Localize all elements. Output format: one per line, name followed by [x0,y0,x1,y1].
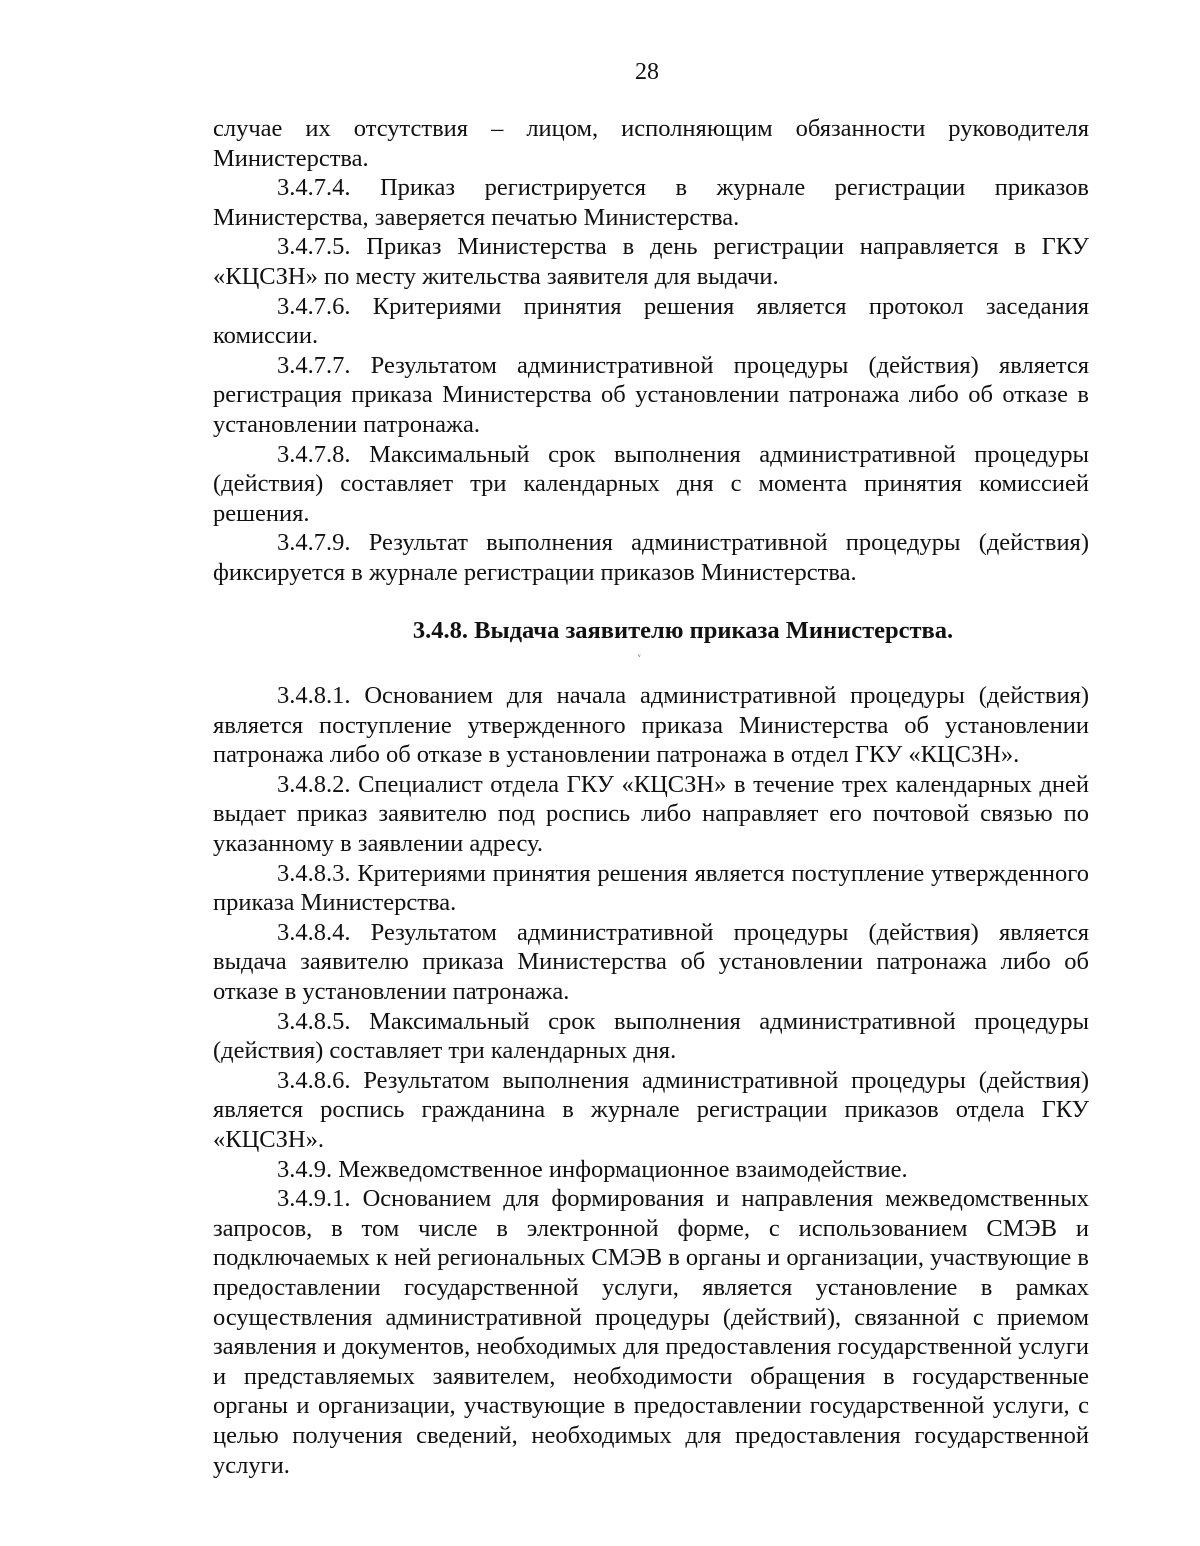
paragraph-3-4-7-5: 3.4.7.5. Приказ Министерства в день регистрации направляется в ГКУ «КЦСЗН» по месту жительства заявителя для выдачи. [213,233,1089,290]
paragraph-3-4-9-1: 3.4.9.1. Основанием для формирования и направления межведомственных запросов, в том числе в электронной форме, с использованием СМЭВ и подключаемых к ней региональных СМЭВ в органы и организации, участвующие в предоставлении государственной услуги, является установление в рамках осуществления административной процедуры (действий), связанной с приемом заявления и документов, необходимых для предоставления государственной услуги и представляемых заявителем, необходимости обращения в государственные органы и организации, участвующие в предоставлении государственной услуги, с целью получения сведений, необходимых для предоставления государственной услуги. [213,1185,1089,1479]
scan-artifact: ᵥ [638,648,641,658]
paragraph-3-4-8-6: 3.4.8.6. Результатом выполнения административной процедуры (действия) является роспись гражданина в журнале регистрации приказов отдела ГКУ «КЦСЗН». [213,1066,1089,1153]
paragraph-3-4-8-1: 3.4.8.1. Основанием для начала административной процедуры (действия) является поступление утвержденного приказа Министерства об установлении патронажа либо об отказе в установлении патронажа в отдел ГКУ «КЦСЗН». [213,682,1089,769]
paragraph-3-4-7-6: 3.4.7.6. Критериями принятия решения является протокол заседания комиссии. [213,292,1089,350]
paragraph-3-4-7-4: 3.4.7.4. Приказ регистрируется в журнале регистрации приказов Министерства, заверяется печатью Министерства. [213,174,1089,231]
page-number: 28 [635,59,659,85]
document-body [213,114,1089,1480]
paragraph-3-4-9: 3.4.9. Межведомственное информационное взаимодействие. [277,1155,908,1183]
paragraph-3-4-7-9: 3.4.7.9. Результат выполнения административной процедуры (действия) фиксируется в журнале регистрации приказов Министерства. [213,529,1089,586]
paragraph-continuation: случае их отсутствия – лицом, исполняющим обязанности руководителя Министерства. [213,115,1089,172]
paragraph-3-4-8-5: 3.4.8.5. Максимальный срок выполнения административной процедуры (действия) составляет три календарных дня. [213,1007,1089,1065]
paragraph-3-4-8-4: 3.4.8.4. Результатом административной процедуры (действия) является выдача заявителю приказа Министерства об установлении патронажа либо об отказе в установлении патронажа. [213,918,1089,1006]
section-heading: 3.4.8. Выдача заявителю приказа Министерства. [412,616,954,644]
paragraph-3-4-7-8: 3.4.7.8. Максимальный срок выполнения административной процедуры (действия) составляет три календарных дня с момента принятия комиссией решения. [213,440,1089,527]
paragraph-3-4-7-7: 3.4.7.7. Результатом административной процедуры (действия) является регистрация приказа Министерства об установлении патронажа либо об отказе в установлении патронажа. [213,351,1089,438]
paragraph-3-4-8-2: 3.4.8.2. Специалист отдела ГКУ «КЦСЗН» в течение трех календарных дней выдает приказ заявителю под роспись либо направляет его почтовой связью по указанному в заявлении адресу. [213,770,1089,858]
paragraph-3-4-8-3: 3.4.8.3. Критериями принятия решения является поступление утвержденного приказа Министерства. [213,859,1089,917]
